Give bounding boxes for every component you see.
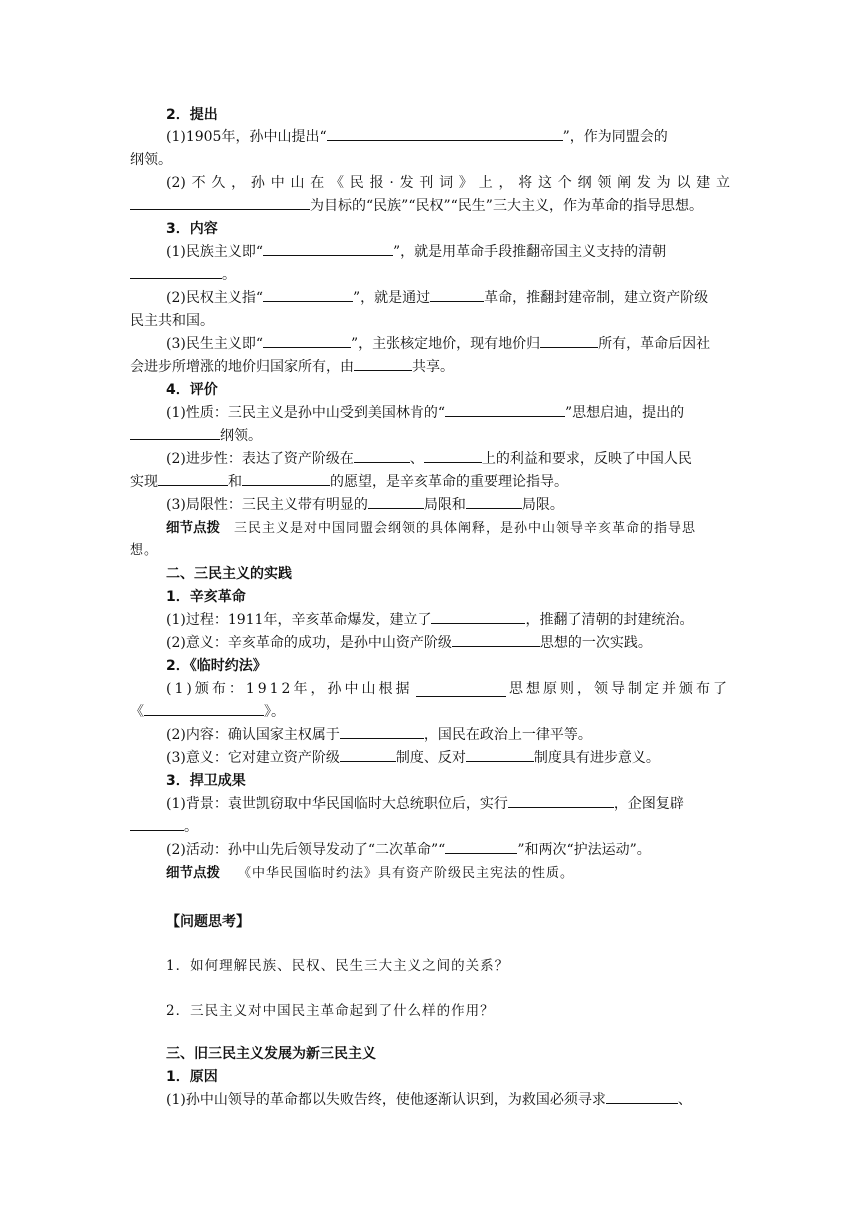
fill-blank[interactable]: [242, 471, 330, 486]
section-heading: 3．捍卫成果: [166, 773, 246, 789]
fill-blank[interactable]: [144, 701, 264, 716]
detail-tip: [166, 517, 696, 540]
paragraph-line: (2)不久，孙中山在《民报·发刊词》上，将这个纲领阐发为以建立: [166, 175, 730, 191]
paragraph-line: 纲领。: [130, 425, 262, 447]
fill-blank[interactable]: [606, 1089, 678, 1104]
paragraph-line: (2)内容：确认国家主权属于 ，国民在政治上一律平等。: [166, 724, 592, 746]
detail-tip: [166, 862, 574, 885]
section-heading: 4．评价: [166, 382, 218, 398]
tip-text: 想。: [130, 543, 159, 558]
part-heading: 三、旧三民主义发展为新三民主义: [166, 1046, 376, 1062]
fill-blank[interactable]: [340, 747, 396, 762]
fill-blank[interactable]: [452, 632, 540, 647]
fill-blank[interactable]: [430, 287, 484, 302]
fill-blank[interactable]: [130, 816, 184, 831]
paragraph-line: (1)过程：1911年，辛亥革命爆发，建立了 ，推翻了清朝的封建统治。: [166, 609, 693, 631]
section-heading: 2．提出: [166, 107, 218, 123]
paragraph-line: 。: [130, 816, 198, 838]
paragraph-line: 会进步所增涨的地价归国家所有，由 共享。: [130, 356, 454, 378]
paragraph-line: (1)颁布：1912年，孙中山根据 思想原则，领导制定并颁布了: [166, 681, 730, 697]
fill-blank[interactable]: [508, 793, 614, 808]
fill-blank[interactable]: [431, 609, 525, 624]
paragraph-line: (1)民族主义即“ ”，就是用革命手段推翻帝国主义支持的清朝: [166, 241, 666, 263]
fill-blank[interactable]: [340, 724, 424, 739]
paragraph-line: 实现 和 的愿望，是辛亥革命的重要理论指导。: [130, 471, 568, 493]
paragraph-line: 《 》。: [130, 701, 285, 723]
section-heading: 3．内容: [166, 221, 218, 237]
fill-blank[interactable]: [466, 494, 522, 509]
fill-blank[interactable]: [263, 287, 353, 302]
fill-blank[interactable]: [130, 264, 222, 279]
paragraph-line: 纲领。: [130, 152, 172, 168]
paragraph-line: (2)意义：辛亥革命的成功，是孙中山资产阶级 思想的一次实践。: [166, 632, 652, 654]
question: 1．如何理解民族、民权、民生三大主义之间的关系？: [166, 958, 510, 974]
fill-blank[interactable]: [263, 333, 351, 348]
paragraph-line: 。: [130, 264, 236, 286]
fill-blank[interactable]: [327, 126, 563, 141]
fill-blank[interactable]: [368, 494, 424, 509]
fill-blank[interactable]: [466, 747, 534, 762]
fill-blank[interactable]: [354, 448, 410, 463]
paragraph-line: (1)性质：三民主义是孙中山受到美国林肯的“ ”思想启迪，提出的: [166, 402, 684, 424]
paragraph-line: (3)意义：它对建立资产阶级 制度、反对 制度具有进步意义。: [166, 747, 660, 769]
paragraph-line: 民主共和国。: [130, 313, 214, 329]
fill-blank[interactable]: [540, 333, 598, 348]
fill-blank[interactable]: [354, 356, 412, 371]
section-heading: 2．《临时约法》: [166, 658, 267, 674]
paragraph-line: (3)民生主义即“ ”，主张核定地价，现有地价归 所有，革命后因社: [166, 333, 710, 355]
paragraph-line: (2)活动：孙中山先后领导发动了“二次革命”“ ”和两次“护法运动”。: [166, 839, 651, 861]
paragraph-line: (1)孙中山领导的革命都以失败告终，使他逐渐认识到，为救国必须寻求 、: [166, 1089, 692, 1111]
paragraph-line: (3)局限性：三民主义带有明显的 局限和 局限。: [166, 494, 564, 516]
fill-blank[interactable]: [424, 448, 482, 463]
paragraph-line: 为目标的“民族”“民权”“民生”三大主义，作为革命的指导思想。: [130, 195, 703, 217]
section-heading: 1．原因: [166, 1069, 218, 1085]
paragraph-line: (1)1905年，孙中山提出“ ”，作为同盟会的: [166, 126, 668, 148]
question: 2．三民主义对中国民主革命起到了什么样的作用？: [166, 1003, 495, 1019]
paragraph-line: (1)背景：袁世凯窃取中华民国临时大总统职位后，实行 ，企图复辟: [166, 793, 684, 815]
section-heading: 1．辛亥革命: [166, 589, 246, 605]
fill-blank[interactable]: [416, 682, 506, 697]
part-heading: 二、三民主义的实践: [166, 566, 292, 582]
fill-blank[interactable]: [263, 241, 393, 256]
tip-label: 细节点拨: [166, 520, 220, 536]
fill-blank[interactable]: [445, 402, 565, 417]
tip-text: 三民主义是对中国同盟会纲领的具体阐释，是孙中山领导辛亥革命的指导思: [234, 521, 697, 536]
fill-blank[interactable]: [130, 195, 310, 210]
think-heading: 【问题思考】: [166, 914, 250, 930]
fill-blank[interactable]: [158, 471, 228, 486]
fill-blank[interactable]: [445, 839, 517, 854]
paragraph-line: (2)进步性：表达了资产阶级在 、 上的利益和要求，反映了中国人民: [166, 448, 692, 470]
tip-text: 《中华民国临时约法》具有资产阶级民主宪法的性质。: [238, 866, 575, 881]
paragraph-line: (2)民权主义指“ ”，就是通过 革命，推翻封建帝制，建立资产阶级: [166, 287, 708, 309]
tip-label: 细节点拨: [166, 865, 220, 881]
fill-blank[interactable]: [130, 425, 220, 440]
